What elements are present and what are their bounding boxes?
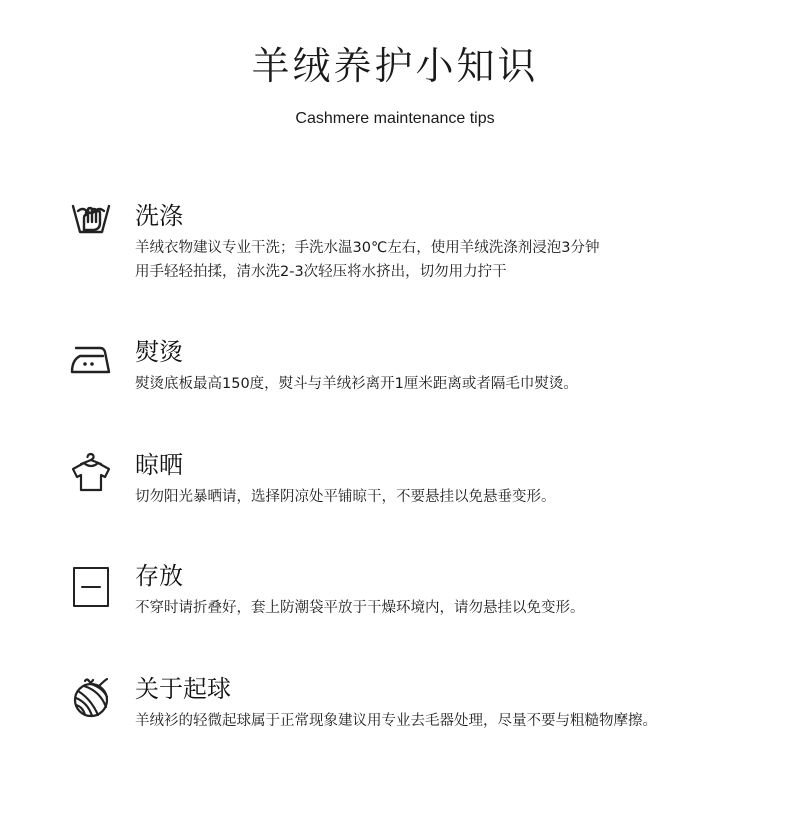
page-subtitle: Cashmere maintenance tips xyxy=(295,110,495,127)
section-title-storage: 存放 xyxy=(135,562,183,590)
dry-flat-icon xyxy=(70,566,112,608)
section-storage xyxy=(70,560,770,660)
section-ironing xyxy=(70,336,770,436)
section-text-washing-line-1: 羊绒衣物建议专业干洗；手洗水温30℃左右，使用羊绒洗涤剂浸泡3分钟 xyxy=(135,240,600,256)
section-text-storage: 不穿时请折叠好，套上防潮袋平放于干燥环境内，请勿悬挂以免变形。 xyxy=(135,600,585,616)
page-title: 羊绒养护小知识 xyxy=(251,44,539,88)
section-text-washing-line-2: 用手轻轻拍揉，清水洗2-3次轻压将水挤出，切勿用力拧干 xyxy=(135,264,507,280)
section-title-pilling: 关于起球 xyxy=(135,675,231,703)
shirt-on-hanger-icon xyxy=(70,452,112,494)
section-washing xyxy=(70,200,770,300)
section-title-washing: 洗涤 xyxy=(135,202,183,230)
yarn-ball-icon xyxy=(70,677,112,719)
section-title-ironing: 熨烫 xyxy=(135,338,183,366)
iron-icon xyxy=(70,340,112,382)
hand-wash-icon xyxy=(70,198,112,240)
section-text-drying: 切勿阳光暴晒请，选择阴凉处平铺晾干，不要悬挂以免悬垂变形。 xyxy=(135,489,556,505)
section-drying xyxy=(70,449,770,549)
section-text-pilling: 羊绒衫的轻微起球属于正常现象建议用专业去毛器处理，尽量不要与粗糙物摩擦。 xyxy=(135,713,657,729)
section-title-drying: 晾晒 xyxy=(135,451,183,479)
section-text-ironing: 熨烫底板最高150度，熨斗与羊绒衫离开1厘米距离或者隔毛巾熨烫。 xyxy=(135,376,578,392)
section-pilling xyxy=(70,673,770,773)
